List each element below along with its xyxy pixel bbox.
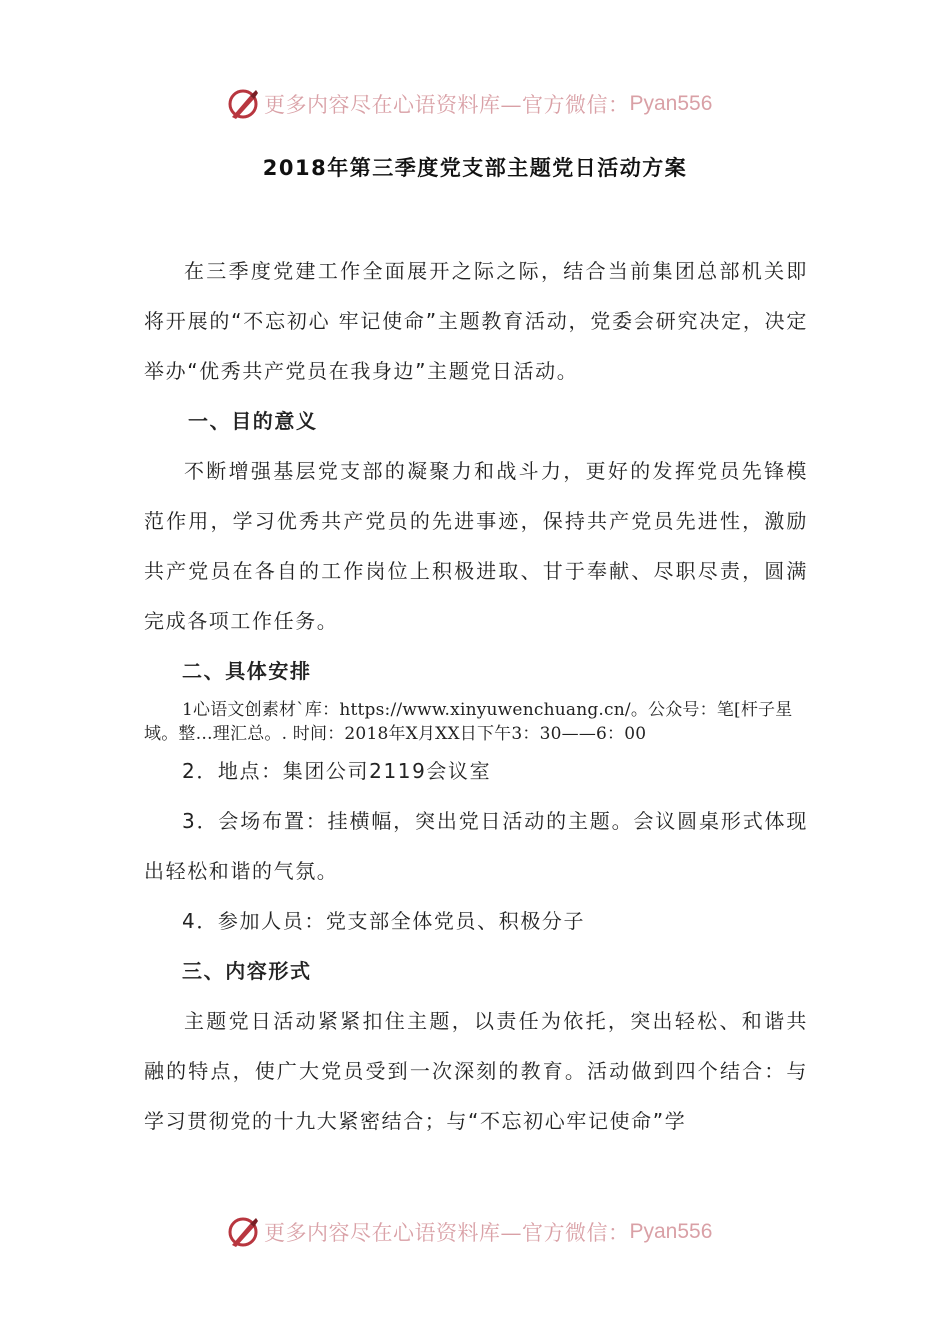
header-banner-text: 更多内容尽在心语资料库—官方微信：	[264, 93, 630, 117]
schedule-item-venue-setup: 3．会场布置：挂横幅，突出党日活动的主题。会议圆桌形式体现出轻松和谐的气氛。	[144, 809, 808, 883]
footer-banner	[226, 1212, 726, 1252]
section3-heading: 三、内容形式	[182, 959, 312, 983]
schedule-item-attendees: 4．参加人员：党支部全体党员、积极分子	[182, 909, 586, 933]
footer-wechat-id: Pyan556	[629, 1220, 713, 1243]
intro-paragraph: 在三季度党建工作全面展开之际之际，结合当前集团总部机关即将开展的“不忘初心 牢记使命”主题教育活动，党委会研究决定，决定举办“优秀共产党员在我身边”主题党日活动。	[144, 259, 808, 383]
document-body	[144, 246, 808, 1146]
pen-logo-icon	[226, 87, 260, 121]
header-wechat-id: Pyan556	[629, 92, 713, 115]
footer-banner-text: 更多内容尽在心语资料库—官方微信：	[264, 1221, 630, 1245]
schedule-item-time: 1心语文创素材`库：https://www.xinyuwenchuang.cn/。公众号：笔[杆子星域。整…理汇总。. 时间：2018年X月XX日下午3：30——6：00	[144, 700, 793, 744]
header-banner	[226, 84, 726, 124]
schedule-item-location: 2．地点：集团公司2119会议室	[182, 759, 492, 783]
section3-paragraph: 主题党日活动紧紧扣住主题，以责任为依托，突出轻松、和谐共融的特点，使广大党员受到一次深刻的教育。活动做到四个结合：与学习贯彻党的十九大紧密结合；与“不忘初心牢记使命”学	[144, 1009, 808, 1133]
section1-heading: 一、目的意义	[188, 409, 318, 433]
section2-heading: 二、具体安排	[182, 659, 312, 683]
section1-paragraph: 不断增强基层党支部的凝聚力和战斗力，更好的发挥党员先锋模范作用，学习优秀共产党员的先进事迹，保持共产党员先进性，激励共产党员在各自的工作岗位上积极进取、甘于奉献、尽职尽责，圆满完成各项工作任务。	[144, 459, 808, 633]
document-title: 2018年第三季度党支部主题党日活动方案	[262, 156, 688, 180]
pen-logo-icon	[226, 1215, 260, 1249]
